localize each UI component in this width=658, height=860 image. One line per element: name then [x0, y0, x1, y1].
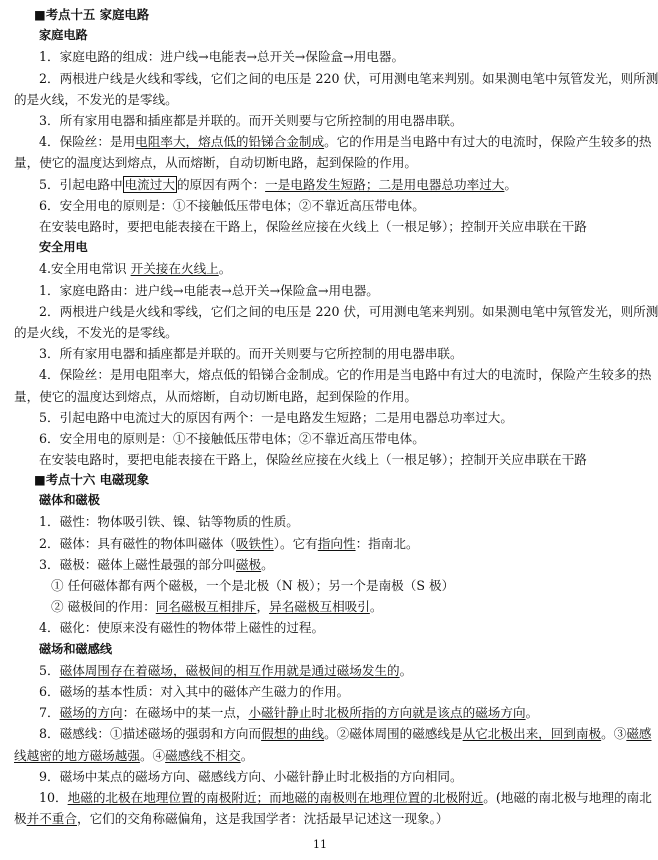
paragraph-continuation: 量，使它的温度达到熔点，从而熔断，自动切断电路，起到保险的作用。: [14, 155, 417, 171]
paragraph: 4．磁化：使原来没有磁性的物体带上磁性的过程。: [39, 620, 325, 636]
underlined-text: 异名磁极互相吸引: [269, 599, 370, 615]
paragraph: 8．磁感线：①描述磁场的强弱和方向而假想的曲线。②磁体周围的磁感线是从它北极出来，回到南极。③磁感: [39, 726, 652, 742]
paragraph: 9．磁场中某点的磁场方向、磁感线方向、小磁针静止时北极指的方向相同。: [39, 768, 463, 784]
underlined-text: 地磁的北极在地理位置的南极附近；而地磁的南极则在地理位置的北极附近: [67, 790, 484, 806]
paragraph: 1．磁性：物体吸引铁、镍、钴等物质的性质。: [39, 514, 299, 530]
paragraph-continuation: 线越密的地方磁场越强。④磁感线不相交。: [14, 747, 254, 763]
paragraph: 3．所有家用电器和插座都是并联的。而开关则要与它所控制的用电器串联。: [39, 346, 463, 362]
paragraph: 2．两根进户线是火线和零线，它们之间的电压是 220 伏，可用测电笔来判别。如果测电笔中氖管发光，则所测: [39, 70, 658, 86]
underlined-text: 并不重合: [26, 811, 77, 827]
underlined-text: 磁场的方向: [59, 705, 123, 721]
paragraph: 6．安全用电的原则是：①不接触低压带电体；②不靠近高压带电体。: [39, 197, 425, 213]
underlined-text: 同名磁极互相排斥: [155, 599, 257, 615]
underlined-text: 线越密的地方磁场越强: [14, 747, 140, 763]
paragraph: 10．地磁的北极在地理位置的南极附近；而地磁的南极则在地理位置的北极附近。(地磁的南北极与地理的南北: [39, 790, 652, 806]
subheading-household-circuit: 家庭电路: [39, 28, 88, 43]
subheading-electrical-safety: 安全用电: [39, 240, 88, 255]
sub-point: ① 任何磁体都有两个磁极，一个是北极（N 极）；另一个是南极（S 极）: [51, 578, 455, 594]
underlined-text: 电阻率大，熔点低的铅锑合金制成: [135, 134, 325, 150]
section-title: ■考点十五 家庭电路: [34, 7, 150, 22]
paragraph-continuation: 的是火线，不发光的是零线。: [14, 325, 178, 341]
section-title: ■考点十六 电磁现象: [34, 472, 150, 487]
underlined-text: 开关接在火线上: [130, 261, 219, 277]
underlined-text: 磁感: [626, 726, 652, 742]
section-15: [14, 4, 658, 470]
paragraph: 5．引起电路中电流过大的原因有两个：一是电路发生短路；二是用电器总功率过大。: [39, 409, 513, 425]
paragraph: 5．引起电路中 电流过大 的原因有两个：一是电路发生短路；二是用电器总功率过大。: [39, 176, 517, 192]
underlined-text: 从它北极出来，回到南极: [462, 726, 602, 742]
paragraph: 3．磁极：磁体上磁性最强的部分叫磁极。: [39, 556, 274, 572]
underlined-text: 吸铁性: [235, 535, 274, 551]
paragraph: 4.安全用电常识 开关接在火线上。: [39, 261, 232, 277]
underlined-text: 磁体周围存在着磁场，磁极间的相互作用就是通过磁场发生的: [59, 662, 400, 678]
page-number: 11: [313, 838, 327, 851]
paragraph: 4．保险丝：是用电阻率大，熔点低的铅锑合金制成。它的作用是当电路中有过大的电流时，保险产生较多的热: [39, 367, 652, 383]
paragraph: 1．家庭电路的组成：进户线→电能表→总开关→保险盒→用电器。: [39, 49, 405, 65]
paragraph: 1．家庭电路由：进户线→电能表→总开关→保险盒→用电器。: [39, 282, 379, 298]
underlined-text: 假想的曲线: [261, 726, 325, 742]
paragraph-continuation: 量，使它的温度达到熔点，从而熔断，自动切断电路，起到保险的作用。: [14, 388, 417, 404]
subheading-magnetic-field: 磁场和磁感线: [39, 641, 113, 656]
paragraph: 5．磁体周围存在着磁场，磁极间的相互作用就是通过磁场发生的。: [39, 662, 413, 678]
subheading-magnets-poles: 磁体和磁极: [39, 493, 100, 508]
underlined-text: 磁感线不相交: [165, 747, 241, 763]
paragraph: 6．磁场的基本性质：对入其中的磁体产生磁力的作用。: [39, 684, 350, 700]
paragraph: 7．磁场的方向：在磁场中的某一点，小磁针静止时北极所指的方向就是该点的磁场方向。: [39, 705, 539, 721]
paragraph: 在安装电路时，要把电能表接在干路上，保险丝应接在火线上（一根足够）；控制开关应串联在干路: [39, 452, 587, 468]
sub-point: ② 磁极间的作用：同名磁极互相排斥，异名磁极互相吸引。: [51, 599, 383, 615]
underlined-text: 磁极: [235, 556, 262, 572]
paragraph: 3．所有家用电器和插座都是并联的。而开关则要与它所控制的用电器串联。: [39, 113, 463, 129]
underlined-text: 指向性: [317, 535, 356, 551]
paragraph: 在安装电路时，要把电能表接在干路上，保险丝应接在火线上（一根足够）；控制开关应串联在干路: [39, 219, 587, 235]
underlined-text: 一是电路发生短路；二是用电器总功率过大: [265, 176, 505, 192]
paragraph: 6．安全用电的原则是：①不接触低压带电体；②不靠近高压带电体。: [39, 431, 425, 447]
underlined-text: 小磁针静止时北极所指的方向就是该点的磁场方向: [248, 705, 526, 721]
paragraph: 2．两根进户线是火线和零线，它们之间的电压是 220 伏，可用测电笔来判别。如果测电笔中氖管发光，则所测: [39, 303, 658, 319]
paragraph: 2．磁体：具有磁性的物体叫磁体（吸铁性）。它有指向性：指南北。: [39, 535, 419, 551]
section-16: [14, 469, 652, 829]
boxed-text: 电流过大: [124, 176, 175, 192]
paragraph: 4．保险丝：是用电阻率大，熔点低的铅锑合金制成。它的作用是当电路中有过大的电流时，保险产生较多的热: [39, 134, 652, 150]
paragraph-continuation: 的是火线，不发光的是零线。: [14, 91, 178, 107]
paragraph-continuation: 极并不重合，它们的交角称磁偏角，这是我国学者：沈括最早记述这一现象。）: [14, 811, 449, 827]
